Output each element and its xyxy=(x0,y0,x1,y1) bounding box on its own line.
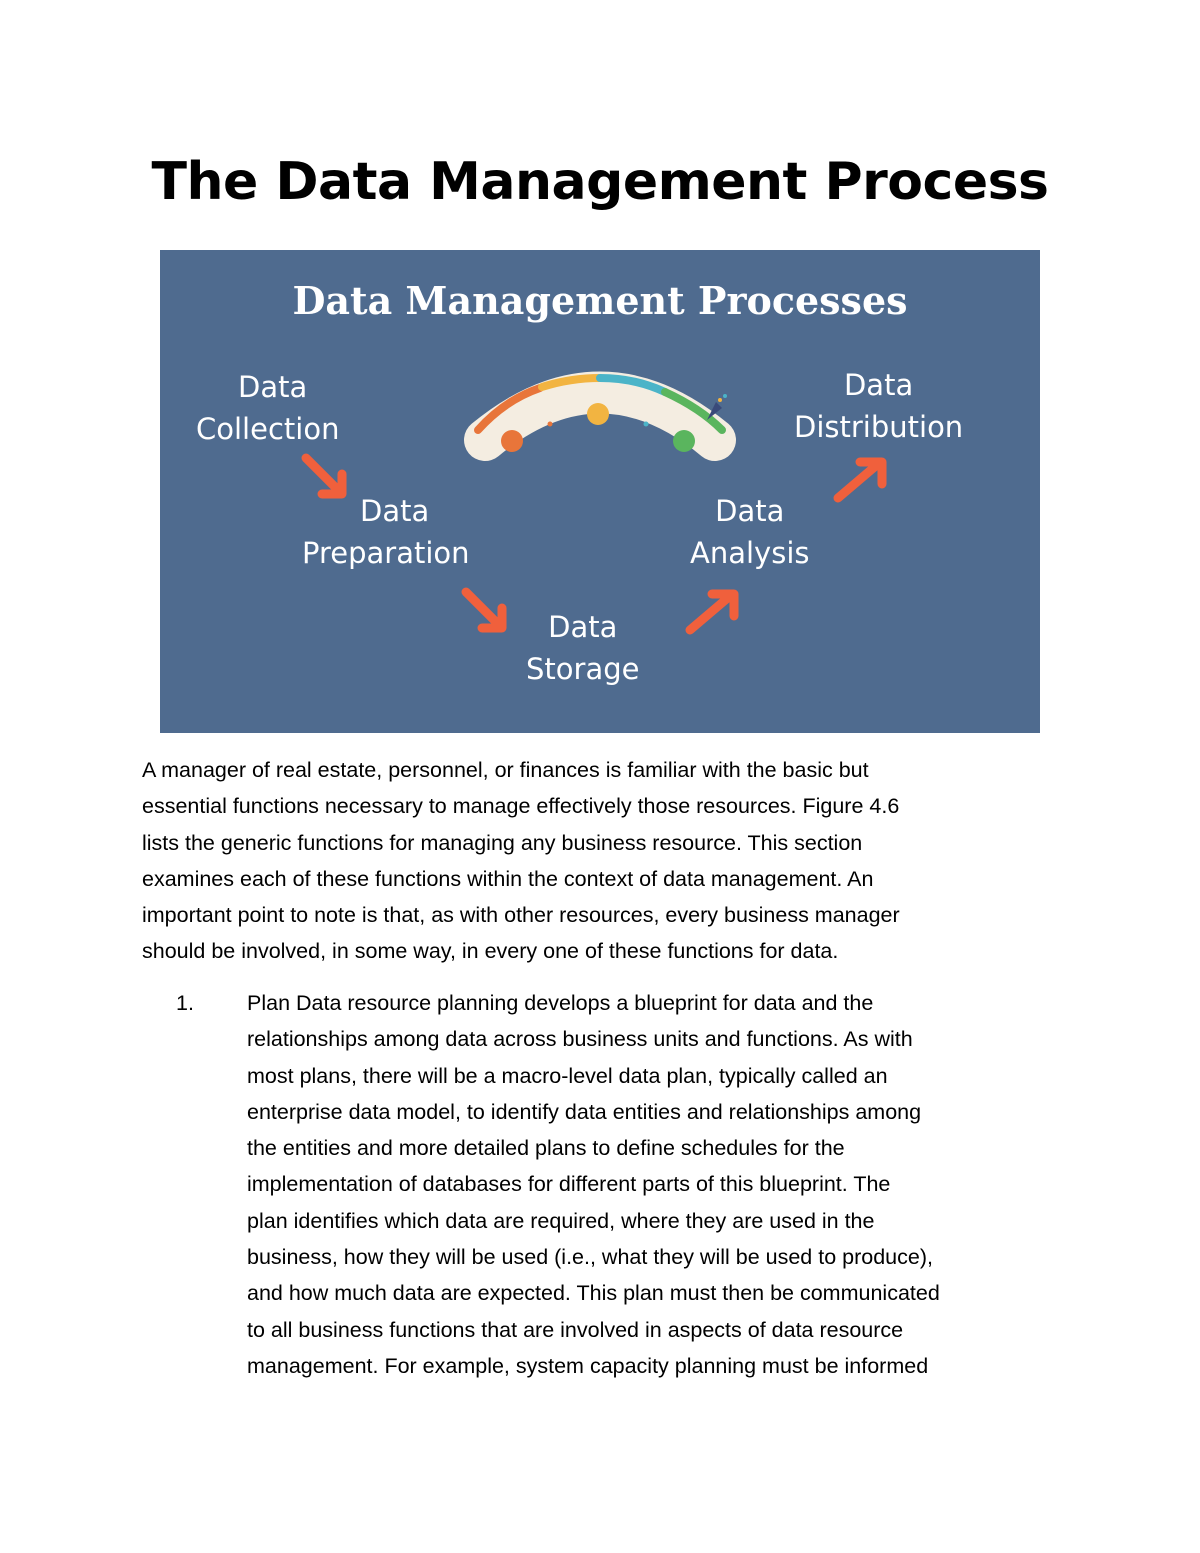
list-line: enterprise data model, to identify data entities and relationships among xyxy=(247,1099,922,1124)
intro-line: lists the generic functions for managing any business resource. This section xyxy=(142,830,863,855)
intro-line: should be involved, in some way, in every one of these functions for data. xyxy=(142,939,839,964)
step-label-line2: Analysis xyxy=(690,536,810,570)
list-line: and how much data are expected. This plan must then be communicated xyxy=(247,1281,940,1306)
list-line: most plans, there will be a macro-level data plan, typically called an xyxy=(247,1063,888,1088)
step-data-storage xyxy=(526,606,639,690)
intro-line: essential functions necessary to manage effectively those resources. Figure 4.6 xyxy=(142,794,900,819)
happy-face-icon xyxy=(673,430,695,452)
step-label-line2: Storage xyxy=(526,652,640,686)
arrow-analysis-to-distribution xyxy=(838,462,882,498)
gauge-graphic xyxy=(478,378,727,452)
intro-line: A manager of real estate, personnel, or finances is familiar with the basic but xyxy=(142,758,869,782)
list-line: business, how they will be used (i.e., what they will be used to produce), xyxy=(247,1245,933,1270)
list-line: relationships among data across business units and functions. As with xyxy=(247,1027,913,1052)
intro-paragraph xyxy=(142,752,1062,970)
intro-line: examines each of these functions within the context of data management. An xyxy=(142,866,874,891)
arrow-preparation-to-storage xyxy=(466,592,502,628)
step-data-distribution xyxy=(794,364,963,448)
step-label-line1: Data xyxy=(843,368,914,402)
list-number: 1. xyxy=(176,991,194,1015)
diagram-title: Data Management Processes xyxy=(292,278,908,323)
step-data-preparation xyxy=(302,490,470,574)
intro-line: important point to note is that, as with other resources, every business manager xyxy=(142,903,900,928)
step-data-analysis xyxy=(690,490,809,574)
list-line: implementation of databases for different parts of this blueprint. The xyxy=(247,1172,891,1197)
step-label-line1: Data xyxy=(238,370,308,404)
arrow-collection-to-preparation xyxy=(306,458,342,494)
list-line: management. For example, system capacity planning must be informed xyxy=(247,1353,929,1378)
step-label-line2: Distribution xyxy=(794,410,964,444)
list-line: to all business functions that are involved in aspects of data resource xyxy=(247,1317,904,1342)
step-label-line1: Data xyxy=(360,494,430,528)
step-label-line1: Data xyxy=(715,494,785,528)
list-line: plan identifies which data are required, where they are used in the xyxy=(247,1208,875,1233)
process-diagram xyxy=(160,250,1040,733)
step-label-line2: Collection xyxy=(196,412,340,446)
list-line: Plan Data resource planning develops a blueprint for data and the xyxy=(247,991,874,1015)
sad-face-icon xyxy=(501,430,523,452)
step-data-collection xyxy=(196,366,339,450)
list-line: the entities and more detailed plans to define schedules for the xyxy=(247,1136,845,1161)
neutral-face-icon xyxy=(587,403,609,425)
page-title: The Data Management Process xyxy=(151,152,1049,212)
list-item-text xyxy=(247,985,1062,1384)
step-label-line2: Preparation xyxy=(302,536,470,570)
step-label-line1: Data xyxy=(548,610,618,644)
arrow-storage-to-analysis xyxy=(690,594,734,630)
